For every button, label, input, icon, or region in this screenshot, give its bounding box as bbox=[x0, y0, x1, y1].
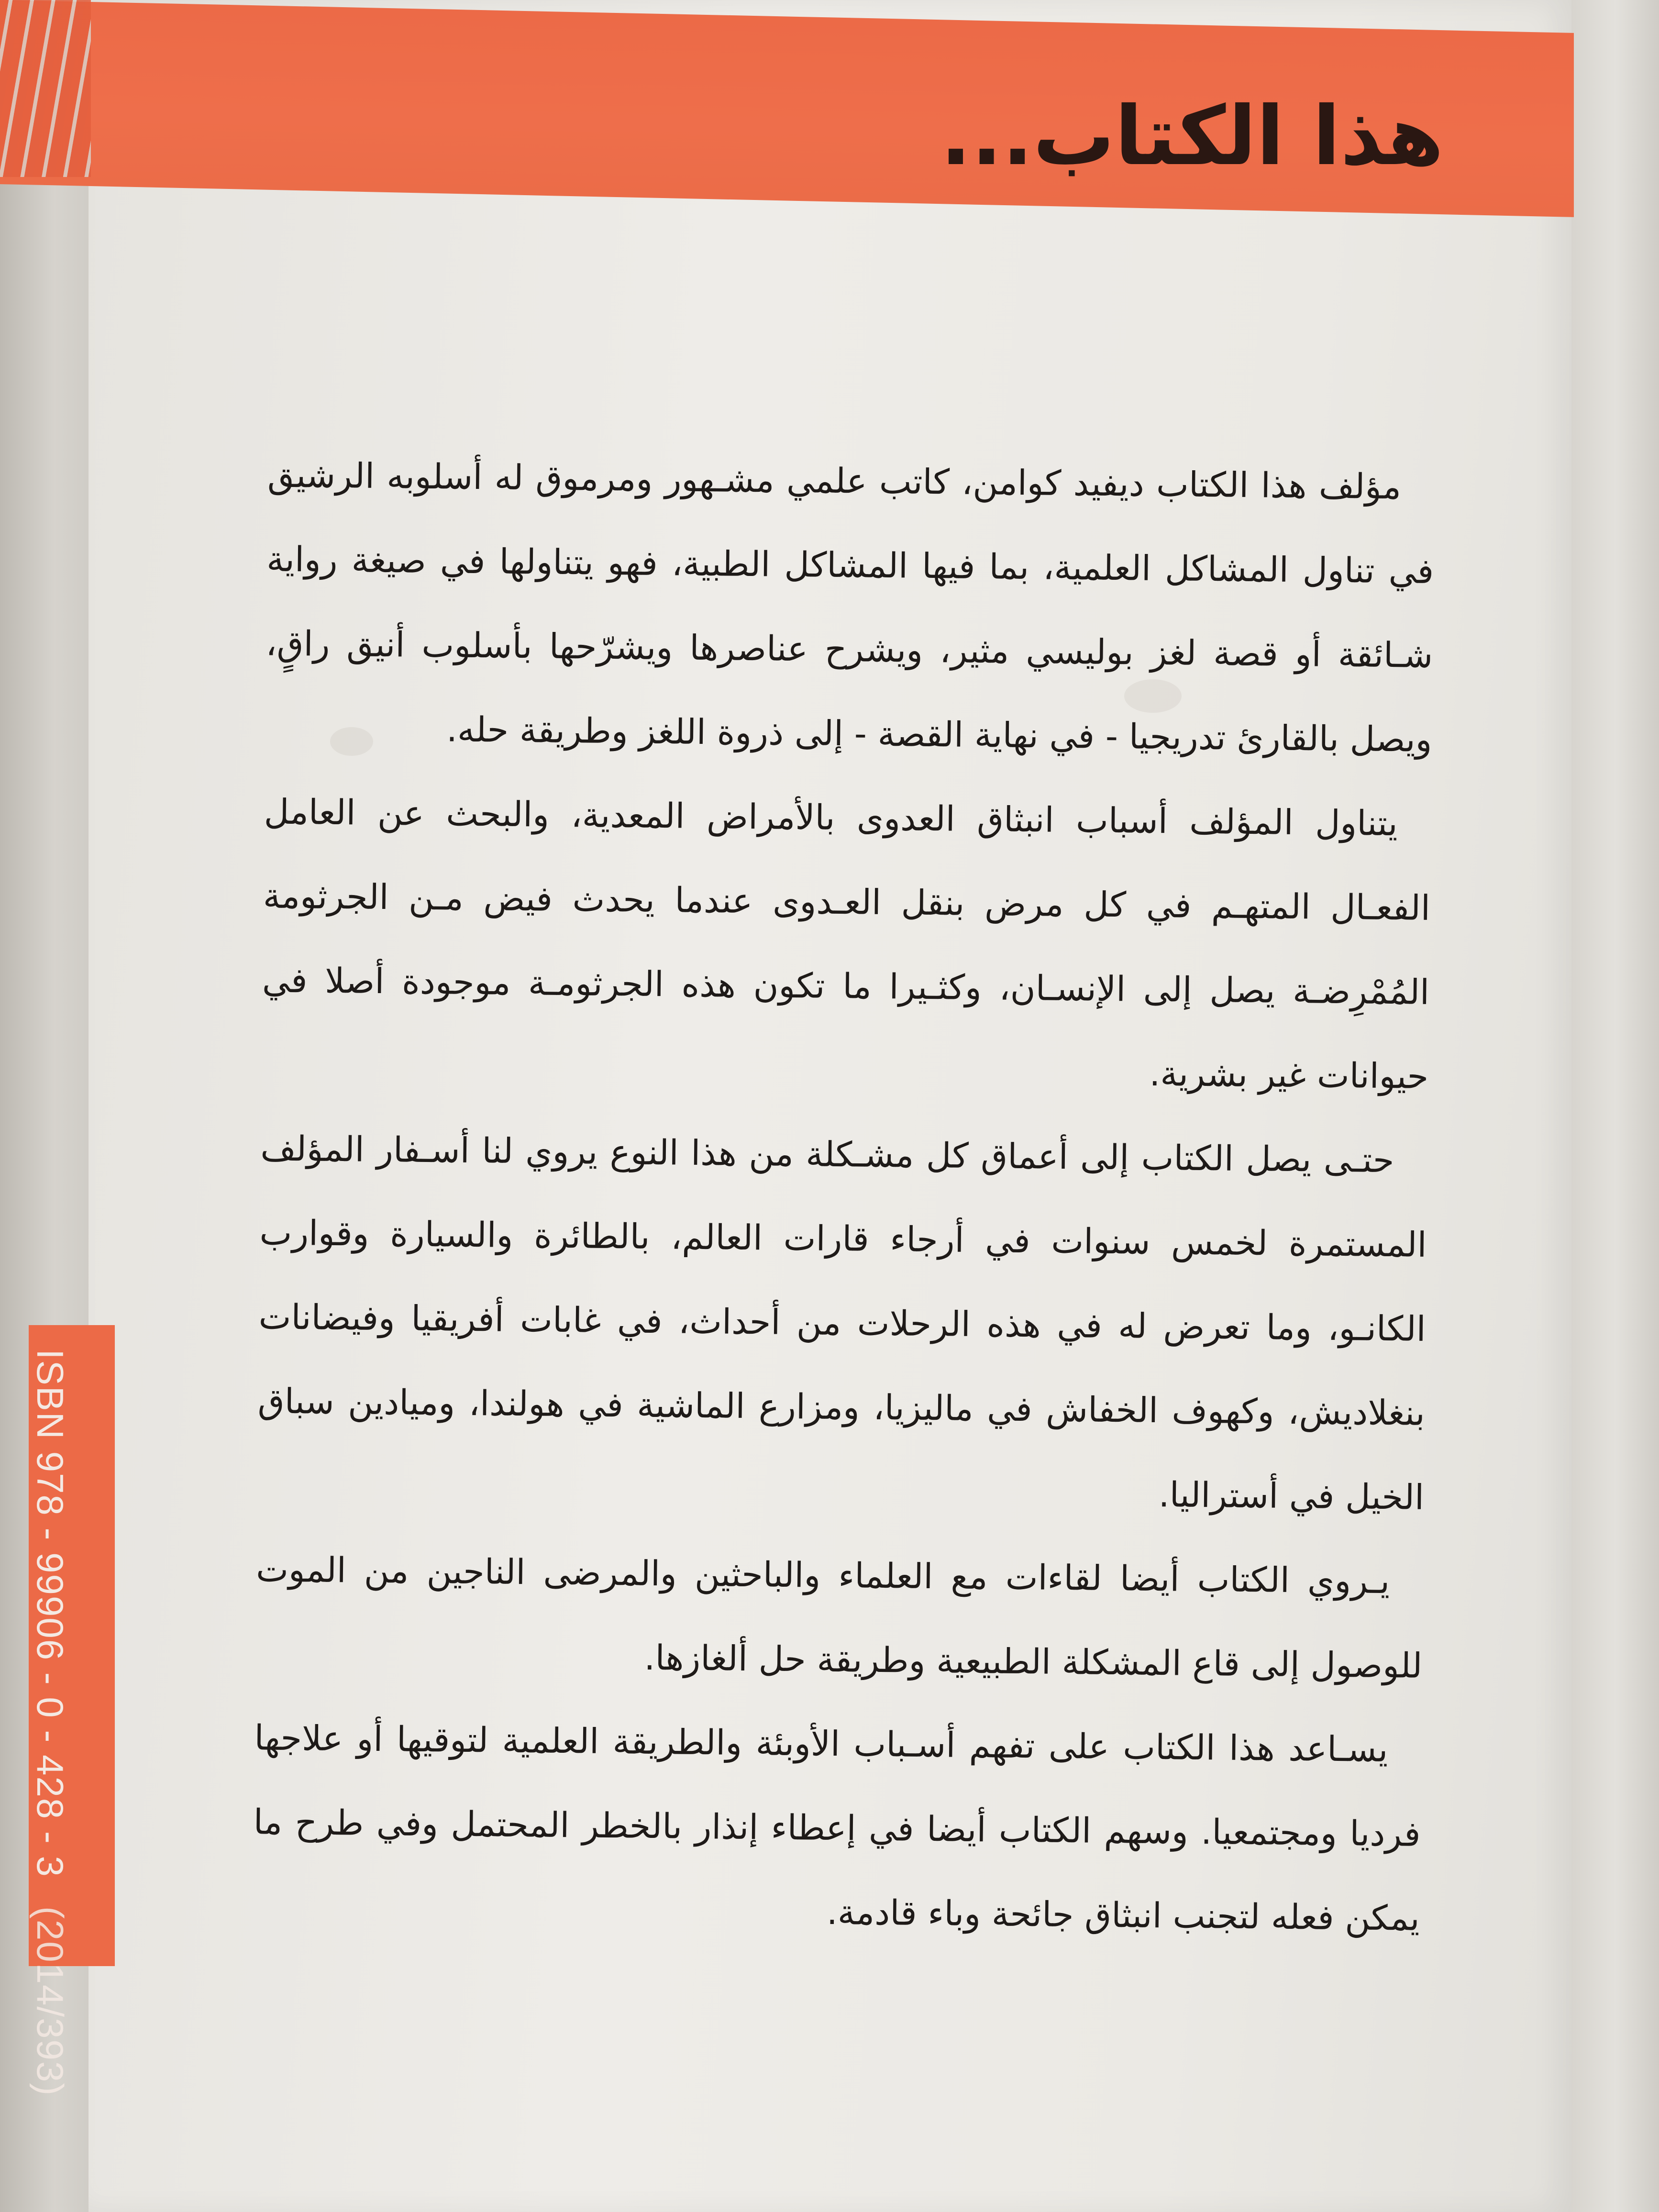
blurb-paragraph-1: مؤلف هذا الكتاب ديفيد كوامن، كاتب علمي مشـهور ومرموق له أسلوبه الرشيق في تناول المشاكل العلمية، بما فيها المشاكل الطبية، فهو يتناولها في صيغة رواية شـائقة أو قصة لغز بوليسي مثير، ويشرح عناصرها ويشرّحها بأسلوب أنيق راقٍ، ويصل بالقارئ تدريجيا - في نهاية القصة - إلى ذروة اللغز وطريقة حله. bbox=[265, 454, 1434, 760]
blurb-paragraph-5: يسـاعد هذا الكتاب على تفهم أسـباب الأوبئة والطريقة العلمية لتوقيها أو علاجها فرديا ومجتمعيا. وسهم الكتاب أيضا في إعطاء إنذار بالخطر المحتمل وفي طرح ما يمكن فعله لتجنب انبثاق جائحة وباء قادمة. bbox=[253, 1717, 1421, 1938]
blurb-paragraph-2: يتناول المؤلف أسباب انبثاق العدوى بالأمراض المعدية، والبحث عن العامل الفعـال المتهـم في كل مرض بنقل العـدوى عندما يحدث فيض مـن الجرثومة المُمْرِضـة يصل إلى الإنسـان، وكثـيرا ما تكون هذه الجرثومـة موجودة أصلا في حيوانات غير بشرية. bbox=[262, 791, 1431, 1096]
header-title: هذا الكتاب... bbox=[940, 89, 1444, 184]
header-worn-edge bbox=[0, 0, 91, 177]
isbn-extra-code: (2014/393) bbox=[29, 1906, 71, 2097]
isbn-code: ISBN 978 - 99906 - 0 - 428 - 3 bbox=[29, 1349, 71, 1878]
isbn-text bbox=[28, 1349, 72, 2096]
blurb-paragraph-4: يـروي الكتاب أيضا لقاءات مع العلماء والباحثين والمرضى الناجين من الموت للوصول إلى قاع المشكلة الطبيعية وطريقة حل ألغازها. bbox=[255, 1549, 1423, 1686]
blurb-paragraph-3: حتـى يصل الكتاب إلى أعماق كل مشـكلة من هذا النوع يروي لنا أسـفار المؤلف المستمرة لخمس سنوات في أرجاء قارات العالم، بالطائرة والسيارة وقوارب الكانـو، وما تعرض له في هذه الرحلات من أحداث، في غابات أفريقيا وفيضانات بنغلاديش، وكهوف الخفاش في ماليزيا، ومزارع الماشية في هولندا، وميادين سباق الخيل في أستراليا. bbox=[257, 1128, 1427, 1517]
page-right-edge bbox=[1571, 0, 1659, 2212]
blurb-text bbox=[252, 432, 1435, 1960]
